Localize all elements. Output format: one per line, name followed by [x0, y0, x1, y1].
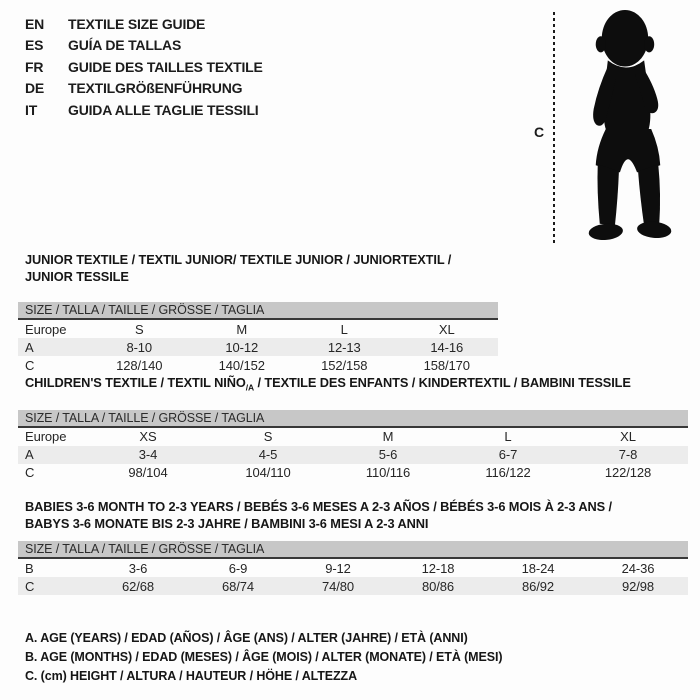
table-row [18, 446, 688, 464]
row-label: C [25, 578, 35, 594]
size-cell: XL [620, 429, 636, 445]
table-row [18, 464, 688, 482]
value-cell: 6-9 [228, 560, 248, 576]
language-code: EN [25, 15, 45, 32]
section-title-line2: BABYS 3-6 MONATE BIS 2-3 JAHRE / BAMBINI 3-6 MESI A 2-3 ANNI [25, 516, 429, 531]
value-cell: 158/170 [423, 357, 470, 373]
language-row-fr [25, 56, 263, 78]
value-cell: 140/152 [218, 357, 265, 373]
value-cell: 92/98 [621, 578, 655, 594]
language-code: DE [25, 80, 45, 97]
size-cell: XL [438, 321, 455, 337]
section-title [18, 374, 688, 397]
value-cell: 5-6 [378, 447, 398, 463]
section-babies-textile [18, 498, 688, 595]
value-cell: 3-6 [128, 560, 148, 576]
size-header-bar: SIZE / TALLA / TAILLE / GRÖSSE / TAGLIA [18, 302, 498, 320]
value-cell: 152/158 [321, 357, 368, 373]
table-row [18, 320, 498, 338]
size-header-bar: SIZE / TALLA / TAILLE / GRÖSSE / TAGLIA [18, 410, 688, 428]
section-junior-textile [18, 251, 498, 374]
value-cell: 18-24 [521, 560, 555, 576]
language-row-en [25, 13, 263, 35]
row-label: Europe [25, 321, 67, 337]
table-row [18, 338, 498, 356]
language-title: TEXTILGRÖßENFÜHRUNG [68, 80, 243, 97]
value-cell: 12-18 [421, 560, 455, 576]
value-cell: 122/128 [604, 465, 652, 481]
junior-size-table [18, 302, 498, 374]
value-cell: 74/80 [321, 578, 355, 594]
value-cell: 116/122 [485, 465, 531, 481]
language-row-es [25, 35, 263, 57]
table-row [18, 559, 688, 577]
title-suffix: / TEXTILE DES ENFANTS / KINDERTEXTIL / BAMBINI TESSILE [254, 375, 631, 390]
language-title: GUIDE DES TAILLES TEXTILE [68, 58, 263, 75]
language-code: ES [25, 37, 44, 54]
value-cell: 98/104 [128, 465, 168, 481]
size-cell: XS [139, 429, 157, 445]
language-title: TEXTILE SIZE GUIDE [68, 15, 206, 32]
value-cell: 4-5 [258, 447, 278, 463]
baby-silhouette-figure [572, 8, 686, 250]
table-row [18, 428, 688, 446]
value-cell: 24-36 [621, 560, 655, 576]
value-cell: 80/86 [421, 578, 455, 594]
value-cell: 62/68 [121, 578, 155, 594]
footnote-legend [25, 629, 502, 686]
size-cell: S [263, 429, 273, 445]
footnote-a: A. AGE (YEARS) / EDAD (AÑOS) / ÂGE (ANS) / ALTER (JAHRE) / ETÀ (ANNI) [25, 631, 468, 645]
value-cell: 10-12 [225, 339, 259, 355]
language-list [25, 13, 263, 121]
value-cell: 110/116 [365, 465, 411, 481]
value-cell: 12-13 [327, 339, 361, 355]
row-label: Europe [25, 429, 67, 445]
footnote-c: C. (cm) HEIGHT / ALTURA / HAUTEUR / HÖHE / ALTEZZA [25, 669, 358, 683]
footnote-b: B. AGE (MONTHS) / EDAD (MESES) / ÂGE (MOIS) / ALTER (MONATE) / ETÀ (MESI) [25, 650, 503, 664]
row-label: B [25, 560, 34, 576]
children-size-table [18, 410, 688, 482]
language-row-de [25, 78, 263, 100]
title-prefix: CHILDREN'S TEXTILE / TEXTIL NIÑO [25, 375, 246, 390]
babies-size-table [18, 541, 688, 595]
size-cell: M [382, 429, 394, 445]
row-label: A [25, 339, 34, 355]
height-measure-label: C [534, 124, 545, 140]
value-cell: 9-12 [325, 560, 351, 576]
language-title: GUÍA DE TALLAS [68, 37, 182, 54]
size-cell: L [504, 429, 512, 445]
size-cell: M [236, 321, 248, 337]
value-cell: 7-8 [618, 447, 638, 463]
table-row [18, 577, 688, 595]
section-title-line1: BABIES 3-6 MONTH TO 2-3 YEARS / BEBÉS 3-6 MESES A 2-3 AÑOS / BÉBÉS 3-6 MOIS À 2-3 ANS / [25, 499, 612, 514]
language-code: FR [25, 58, 44, 75]
row-label: C [25, 465, 35, 481]
value-cell: 68/74 [221, 578, 255, 594]
value-cell: 14-16 [430, 339, 464, 355]
value-cell: 104/110 [245, 465, 291, 481]
language-title: GUIDA ALLE TAGLIE TESSILI [68, 101, 259, 118]
size-cell: S [134, 321, 144, 337]
language-row-it [25, 99, 263, 121]
value-cell: 6-7 [498, 447, 518, 463]
height-dashed-line [553, 12, 555, 245]
value-cell: 8-10 [126, 339, 153, 355]
row-label: A [25, 447, 34, 463]
value-cell: 128/140 [116, 357, 163, 373]
language-code: IT [25, 101, 38, 118]
value-cell: 3-4 [138, 447, 158, 463]
section-title: JUNIOR TEXTILE / TEXTIL JUNIOR/ TEXTILE JUNIOR / JUNIORTEXTIL / JUNIOR TESSILE [25, 252, 452, 284]
size-cell: L [340, 321, 348, 337]
value-cell: 86/92 [521, 578, 555, 594]
title-subscript: /A [245, 382, 255, 393]
section-childrens-textile [18, 374, 688, 482]
row-label: C [25, 357, 35, 373]
table-row [18, 356, 498, 374]
size-header-bar: SIZE / TALLA / TAILLE / GRÖSSE / TAGLIA [18, 541, 688, 559]
